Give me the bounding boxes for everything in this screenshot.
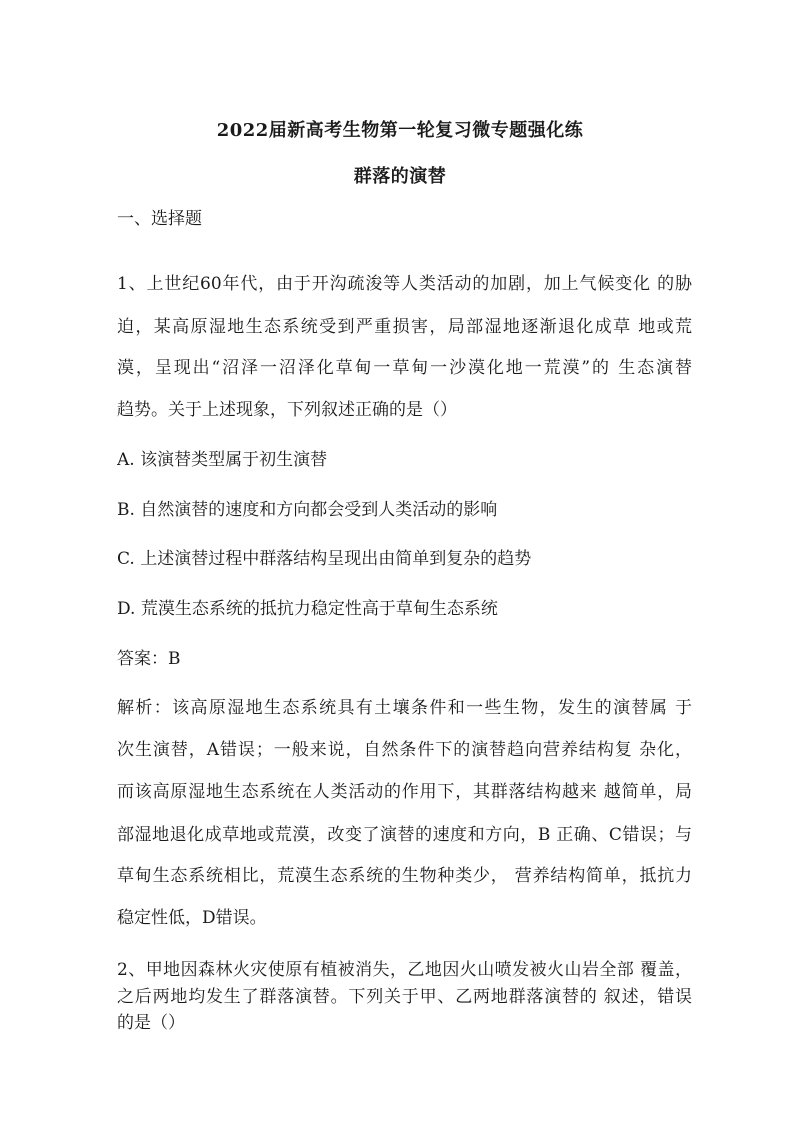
question-2-line: 的是（） [117, 1013, 185, 1033]
question-1-line: 迫，某高原湿地生态系统受到严重损害，局部湿地逐渐退化成草 地或荒 [117, 317, 692, 337]
option-a: A. 该演替类型属于初生演替 [117, 450, 328, 470]
option-b: B. 自然演替的速度和方向都会受到人类活动的影响 [117, 500, 498, 520]
analysis-line: 次生演替，A错误；一般来说，自然条件下的演替趋向营养结构复 杂化， [117, 740, 692, 760]
document-subtitle: 群落的演替 [353, 166, 447, 187]
question-2-line: 之后两地均发生了群落演替。下列关于甲、乙两地群落演替的 叙述，错误 [117, 987, 692, 1007]
question-1-line: 1、上世纪60年代，由于开沟疏浚等人类活动的加剧，加上气候变化 的胁 [117, 274, 692, 294]
document-title: 2022届新高考生物第一轮复习微专题强化练 [216, 120, 584, 141]
option-d: D. 荒漠生态系统的抵抗力稳定性高于草甸生态系统 [117, 599, 498, 619]
analysis-line: 草甸生态系统相比，荒漠生态系统的生物种类少， 营养结构简单，抵抗力 [117, 866, 692, 886]
analysis-line: 部湿地退化成草地或荒漠，改变了演替的速度和方向，B 正确、C错误；与 [117, 825, 692, 845]
analysis-line: 稳定性低，D错误。 [117, 908, 267, 928]
question-1-line: 漠，呈现出“沼泽一沼泽化草甸一草甸一沙漠化地一荒漠”的 生态演替 [117, 358, 692, 378]
option-c: C. 上述演替过程中群落结构呈现出由简单到复杂的趋势 [117, 549, 532, 569]
analysis-line: 而该高原湿地生态系统在人类活动的作用下，其群落结构越来 越简单，局 [117, 782, 692, 802]
analysis-line: 解析：该高原湿地生态系统具有土壤条件和一些生物，发生的演替属 于 [117, 698, 692, 718]
answer-text: 答案：B [117, 649, 181, 669]
question-2-line: 2、甲地因森林火灾使原有植被消失，乙地因火山喷发被火山岩全部 覆盖， [117, 960, 692, 980]
question-1-line: 趋势。关于上述现象，下列叙述正确的是（） [117, 400, 457, 420]
section-heading: 一、选择题 [117, 209, 202, 229]
